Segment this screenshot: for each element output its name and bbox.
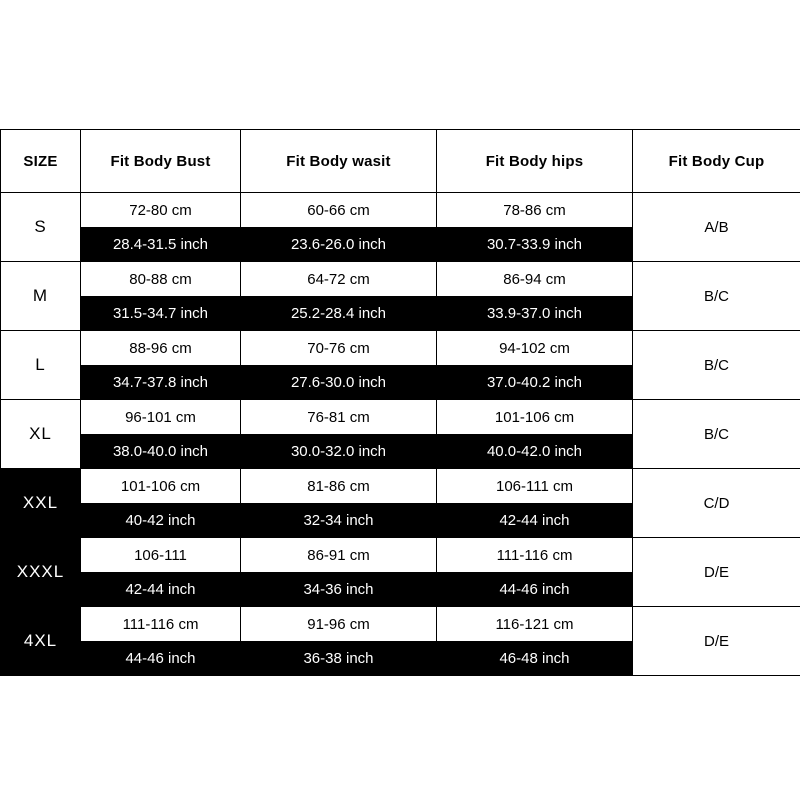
bust-cm: 88-96 cm (81, 331, 241, 366)
waist-inch: 27.6-30.0 inch (241, 365, 437, 400)
hips-inch: 37.0-40.2 inch (437, 365, 633, 400)
hips-cm: 106-111 cm (437, 469, 633, 504)
waist-cm: 81-86 cm (241, 469, 437, 504)
column-header-size: SIZE (1, 130, 81, 193)
bust-inch: 28.4-31.5 inch (81, 227, 241, 262)
column-header-bust: Fit Body Bust (81, 130, 241, 193)
hips-inch: 30.7-33.9 inch (437, 227, 633, 262)
table-row (1, 607, 800, 642)
hips-cm: 78-86 cm (437, 193, 633, 228)
waist-inch: 36-38 inch (241, 641, 437, 676)
size-label: S (1, 193, 81, 262)
bust-inch: 44-46 inch (81, 641, 241, 676)
hips-inch: 33.9-37.0 inch (437, 296, 633, 331)
size-chart-container (0, 129, 800, 676)
cup-value: B/C (633, 331, 800, 400)
column-header-cup: Fit Body Cup (633, 130, 800, 193)
waist-cm: 86-91 cm (241, 538, 437, 573)
waist-cm: 91-96 cm (241, 607, 437, 642)
waist-cm: 76-81 cm (241, 400, 437, 435)
cup-value: B/C (633, 400, 800, 469)
cup-value: C/D (633, 469, 800, 538)
hips-cm: 101-106 cm (437, 400, 633, 435)
size-label: L (1, 331, 81, 400)
hips-inch: 42-44 inch (437, 503, 633, 538)
waist-inch: 23.6-26.0 inch (241, 227, 437, 262)
waist-cm: 70-76 cm (241, 331, 437, 366)
hips-cm: 94-102 cm (437, 331, 633, 366)
hips-inch: 40.0-42.0 inch (437, 434, 633, 469)
cup-value: A/B (633, 193, 800, 262)
cup-value: D/E (633, 538, 800, 607)
waist-inch: 32-34 inch (241, 503, 437, 538)
bust-cm: 96-101 cm (81, 400, 241, 435)
cup-value: D/E (633, 607, 800, 676)
table-row (1, 469, 800, 504)
column-header-waist: Fit Body wasit (241, 130, 437, 193)
size-chart-table (0, 129, 800, 676)
cup-value: B/C (633, 262, 800, 331)
bust-cm: 101-106 cm (81, 469, 241, 504)
bust-inch: 31.5-34.7 inch (81, 296, 241, 331)
table-row (1, 193, 800, 228)
bust-cm: 80-88 cm (81, 262, 241, 297)
size-label: 4XL (1, 607, 81, 676)
waist-cm: 60-66 cm (241, 193, 437, 228)
bust-cm: 72-80 cm (81, 193, 241, 228)
hips-cm: 86-94 cm (437, 262, 633, 297)
size-label: M (1, 262, 81, 331)
table-header-row (1, 130, 800, 193)
table-row (1, 400, 800, 435)
bust-cm: 106-111 (81, 538, 241, 573)
waist-inch: 30.0-32.0 inch (241, 434, 437, 469)
table-row (1, 538, 800, 573)
hips-cm: 116-121 cm (437, 607, 633, 642)
bust-inch: 40-42 inch (81, 503, 241, 538)
size-label: XXXL (1, 538, 81, 607)
bust-cm: 111-116 cm (81, 607, 241, 642)
bust-inch: 34.7-37.8 inch (81, 365, 241, 400)
size-label: XXL (1, 469, 81, 538)
column-header-hips: Fit Body hips (437, 130, 633, 193)
bust-inch: 42-44 inch (81, 572, 241, 607)
waist-inch: 34-36 inch (241, 572, 437, 607)
table-row (1, 262, 800, 297)
size-label: XL (1, 400, 81, 469)
bust-inch: 38.0-40.0 inch (81, 434, 241, 469)
table-row (1, 331, 800, 366)
hips-inch: 46-48 inch (437, 641, 633, 676)
waist-inch: 25.2-28.4 inch (241, 296, 437, 331)
hips-cm: 111-116 cm (437, 538, 633, 573)
waist-cm: 64-72 cm (241, 262, 437, 297)
hips-inch: 44-46 inch (437, 572, 633, 607)
